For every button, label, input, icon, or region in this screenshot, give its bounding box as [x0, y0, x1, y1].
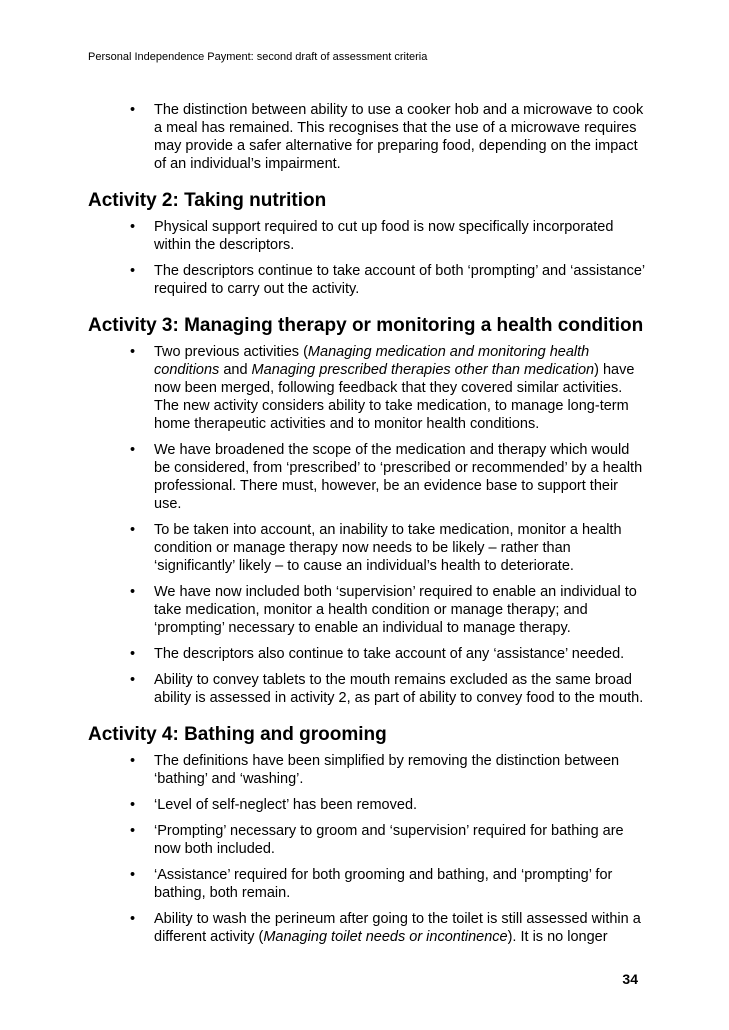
bullet-item: [88, 441, 648, 513]
page-number: 34: [622, 971, 638, 987]
bullet-marker: •: [130, 672, 136, 688]
bullet-text: and: [219, 362, 252, 378]
bullet-item: [88, 752, 648, 788]
bullet-list: [88, 752, 648, 946]
bullet-text: We have broadened the scope of the medication and therapy which would be considered, from ‘prescribed’ to ‘prescribed or recommended’ by a health professional. There must, however, be an evidence base to support their use.: [154, 442, 643, 512]
page-header: Personal Independence Payment: second draft of assessment criteria: [88, 51, 428, 63]
bullet-item: [88, 796, 648, 814]
document-body: [88, 101, 648, 962]
bullet-marker: •: [130, 753, 136, 769]
section-heading: Activity 2: Taking nutrition: [88, 190, 327, 211]
bullet-marker: •: [130, 584, 136, 600]
bullet-text: The descriptors continue to take account of both ‘prompting’ and ‘assistance’ required to carry out the activity.: [154, 263, 645, 297]
italic-title-text: Managing prescribed therapies other than medication: [251, 362, 595, 378]
bullet-item: [88, 262, 648, 298]
section-heading: Activity 3: Managing therapy or monitoring a health condition: [88, 315, 644, 336]
bullet-item: [88, 101, 648, 173]
bullet-marker: •: [130, 646, 136, 662]
bullet-text: ‘Prompting’ necessary to groom and ‘supervision’ required for bathing are now both included.: [154, 823, 624, 857]
bullet-text: ‘Level of self-neglect’ has been removed.: [154, 797, 418, 813]
bullet-marker: •: [130, 867, 136, 883]
bullet-item: [88, 822, 648, 858]
bullet-list: [88, 218, 648, 298]
bullet-marker: •: [130, 522, 136, 538]
bullet-text: Ability to convey tablets to the mouth remains excluded as the same broad ability is assessed in activity 2, as part of ability to convey food to the mouth.: [154, 672, 644, 706]
bullet-item: [88, 910, 648, 946]
bullet-marker: •: [130, 219, 136, 235]
bullet-marker: •: [130, 344, 136, 360]
italic-title-text: Managing toilet needs or incontinence: [263, 929, 508, 945]
bullet-list: [88, 101, 648, 173]
bullet-marker: •: [130, 911, 136, 927]
bullet-text: The definitions have been simplified by removing the distinction between ‘bathing’ and ‘washing’.: [154, 753, 620, 787]
bullet-text: To be taken into account, an inability to take medication, monitor a health condition or manage therapy now needs to be likely – rather than ‘significantly’ likely – to cause an individual’s health to deteriorate.: [154, 522, 622, 574]
bullet-text: We have now included both ‘supervision’ required to enable an individual to take medication, monitor a health condition or manage therapy; and ‘prompting’ necessary to enable an individual to manage therapy.: [154, 584, 637, 636]
bullet-item: [88, 583, 648, 637]
bullet-text: Two previous activities (: [154, 344, 308, 360]
bullet-marker: •: [130, 442, 136, 458]
bullet-marker: •: [130, 102, 136, 118]
bullet-text: Ability to wash the perineum after going to the toilet is still assessed within a different activity (: [154, 911, 641, 945]
bullet-text: ) have now been merged, following feedback that they covered similar activities. The new activity considers ability to take medication, to manage long-term home therapeutic activities and to monitor health conditions.: [154, 362, 635, 432]
bullet-item: [88, 521, 648, 575]
bullet-marker: •: [130, 263, 136, 279]
bullet-marker: •: [130, 823, 136, 839]
bullet-item: [88, 866, 648, 902]
bullet-list: [88, 343, 648, 707]
bullet-text: The descriptors also continue to take account of any ‘assistance’ needed.: [154, 646, 625, 662]
italic-title-text: Managing medication and monitoring health conditions: [154, 344, 590, 378]
bullet-text: The distinction between ability to use a cooker hob and a microwave to cook a meal has remained. This recognises that the use of a microwave requires may provide a safer alternative for preparing food, depending on the impact of an individual’s impairment.: [154, 102, 644, 172]
bullet-text: ). It is no longer: [507, 929, 608, 945]
section-heading: Activity 4: Bathing and grooming: [88, 724, 387, 745]
bullet-item: [88, 671, 648, 707]
bullet-text: ‘Assistance’ required for both grooming and bathing, and ‘prompting’ for bathing, both remain.: [154, 867, 613, 901]
bullet-item: [88, 218, 648, 254]
bullet-text: Physical support required to cut up food is now specifically incorporated within the descriptors.: [154, 219, 614, 253]
bullet-item: [88, 645, 648, 663]
bullet-marker: •: [130, 797, 136, 813]
bullet-item: [88, 343, 648, 433]
